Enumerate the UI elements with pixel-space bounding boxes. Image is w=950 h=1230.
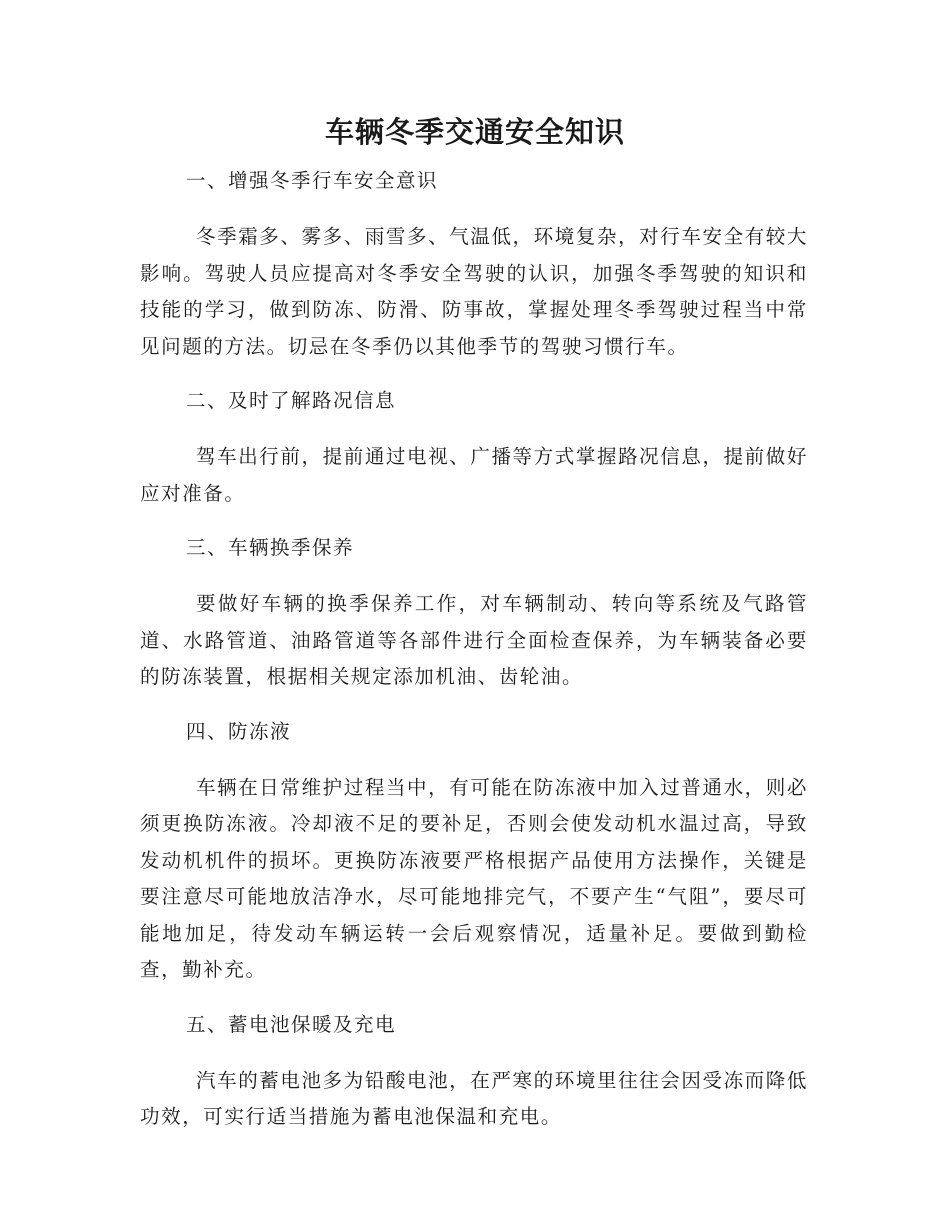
section-paragraph: 要做好车辆的换季保养工作，对车辆制动、转向等系统及气路管道、水路管道、油路管道等各部件进行全面检查保养，为车辆装备必要的防冻装置，根据相关规定添加机油、齿轮油。 xyxy=(140,592,808,688)
section-3 xyxy=(140,530,808,714)
section-1 xyxy=(140,163,808,383)
section-heading: 一、增强冬季行车安全意识 xyxy=(186,169,439,192)
section-heading: 五、蓄电池保暖及充电 xyxy=(186,1012,397,1036)
section-2 xyxy=(140,383,808,530)
section-5 xyxy=(140,1007,808,1136)
document-body xyxy=(140,163,808,1136)
section-heading: 二、及时了解路况信息 xyxy=(186,389,397,412)
section-paragraph: 汽车的蓄电池多为铅酸电池，在严寒的环境里往往会因受冻而降低功效，可实行适当措施为蓄电池保温和充电。 xyxy=(140,1068,808,1128)
section-paragraph: 冬季霜多、雾多、雨雪多、气温低，环境复杂，对行车安全有较大影响。驾驶人员应提高对冬季安全驾驶的认识，加强冬季驾驶的知识和技能的学习，做到防冻、防滑、防事故，掌握处理冬季驾驶过程当中常见问题的方法。切忌在冬季仍以其他季节的驾驶习惯行车。 xyxy=(140,225,808,358)
section-paragraph: 驾车出行前，提前通过电视、广播等方式掌握路况信息，提前做好应对准备。 xyxy=(140,445,808,505)
section-heading: 三、车辆换季保养 xyxy=(186,536,355,559)
section-4 xyxy=(140,714,808,1007)
document-title: 车辆冬季交通安全知识 xyxy=(324,115,625,149)
section-paragraph: 车辆在日常维护过程当中，有可能在防冻液中加入过普通水，则必须更换防冻液。冷却液不足的要补足，否则会使发动机水温过高，导致发动机机件的损坏。更换防冻液要严格根据产品使用方法操作，关键是要注意尽可能地放洁净水，尽可能地排完气，不要产生“气阻”，要尽可能地加足，待发动车辆运转一会后观察情况，适量补足。要做到勤检查，勤补充。 xyxy=(140,775,808,981)
section-heading: 四、防冻液 xyxy=(186,719,292,743)
